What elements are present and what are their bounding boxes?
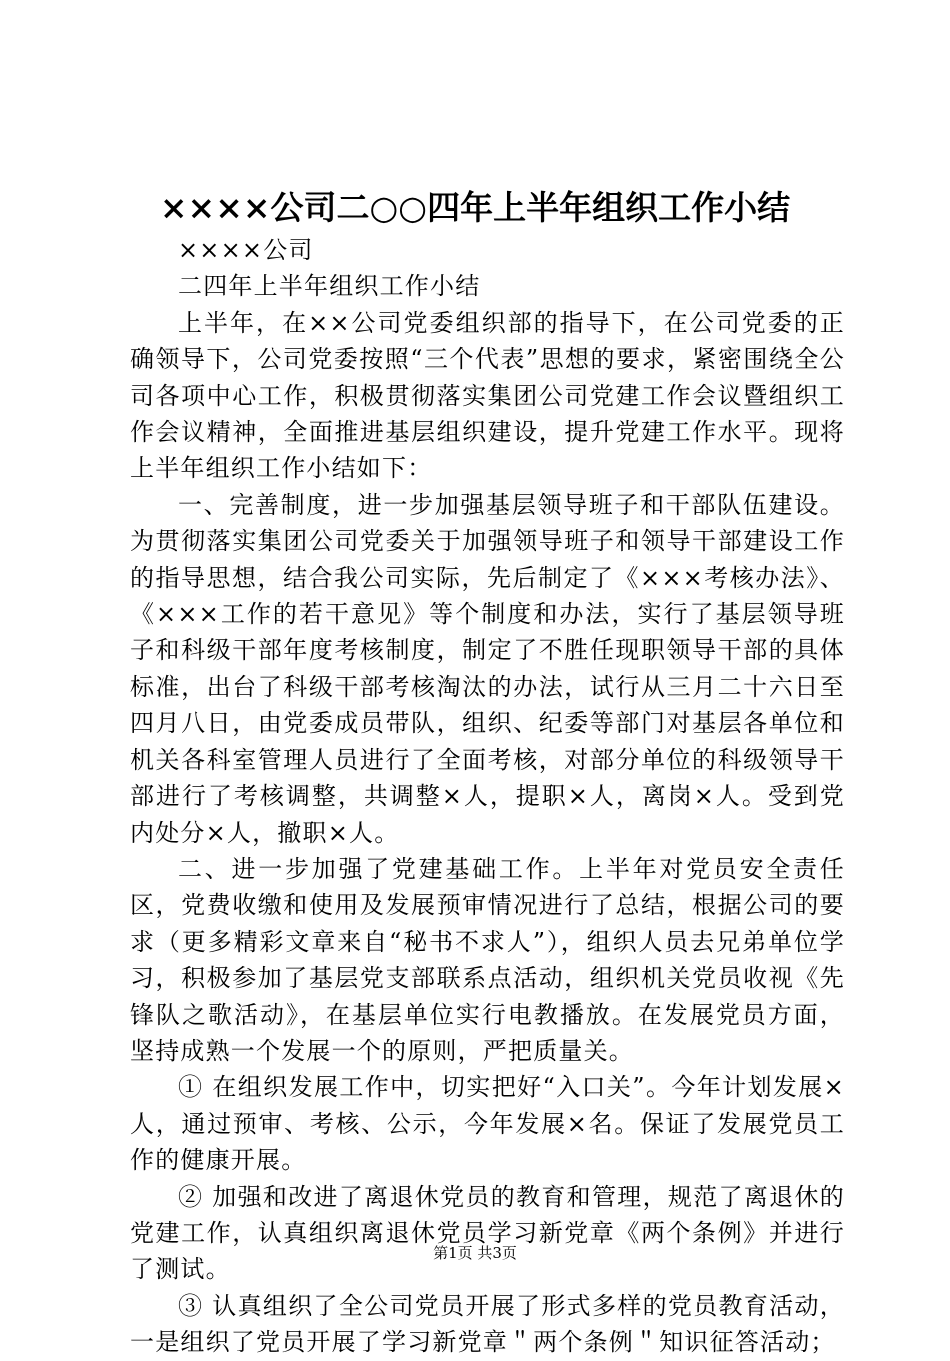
- subtitle-line: 二四年上半年组织工作小结: [178, 272, 481, 301]
- document-body: [130, 232, 845, 1361]
- page-footer: 第1页 共3页: [433, 1244, 517, 1262]
- item-one-paragraph: ① 在组织发展工作中，切实把好“入口关”。今年计划发展×人，通过预审、考核、公示，今年发展×名。保证了发展党员工作的健康开展。: [130, 1073, 845, 1175]
- section-two-paragraph: 二、进一步加强了党建基础工作。上半年对党员安全责任区，党费收缴和使用及发展预审情况进行了总结，根据公司的要求（更多精彩文章来自“秘书不求人”），组织人员去兄弟单位学习，积极参加了基层党支部联系点活动，组织机关党员收视《先锋队之歌活动》，在基层单位实行电教播放。在发展党员方面，坚持成熟一个发展一个的原则，严把质量关。: [130, 854, 845, 1065]
- item-three-paragraph: ③ 认真组织了全公司党员开展了形式多样的党员教育活动，一是组织了党员开展了学习新党章＂两个条例＂知识征答活动；: [130, 1291, 845, 1357]
- item-two-paragraph: ② 加强和改进了离退休党员的教育和管理，规范了离退休的党建工作，认真组织离退休党员学习新党章《两个条例》并进行了测试。: [130, 1182, 845, 1284]
- company-line: ××××公司: [178, 236, 314, 264]
- section-one-paragraph: 一、完善制度，进一步加强基层领导班子和干部队伍建设。为贯彻落实集团公司党委关于加强领导班子和领导干部建设工作的指导思想，结合我公司实际，先后制定了《×××考核办法》、《×××工作的若干意见》等个制度和办法，实行了基层领导班子和科级干部年度考核制度，制定了不胜任现职领导干部的具体标准，出台了科级干部考核淘汰的办法，试行从三月二十六日至四月八日，由党委成员带队，组织、纪委等部门对基层各单位和机关各科室管理人员进行了全面考核，对部分单位的科级领导干部进行了考核调整，共调整×人，提职×人，离岗×人。受到党内处分×人，撤职×人。: [130, 490, 845, 847]
- intro-paragraph: 上半年，在××公司党委组织部的指导下，在公司党委的正确领导下，公司党委按照“三个代表”思想的要求，紧密围绕全公司各项中心工作，积极贯彻落实集团公司党建工作会议暨组织工作会议精神，全面推进基层组织建设，提升党建工作水平。现将上半年组织工作小结如下：: [130, 308, 845, 483]
- document-title: ××××公司二○○四年上半年组织工作小结: [159, 188, 791, 227]
